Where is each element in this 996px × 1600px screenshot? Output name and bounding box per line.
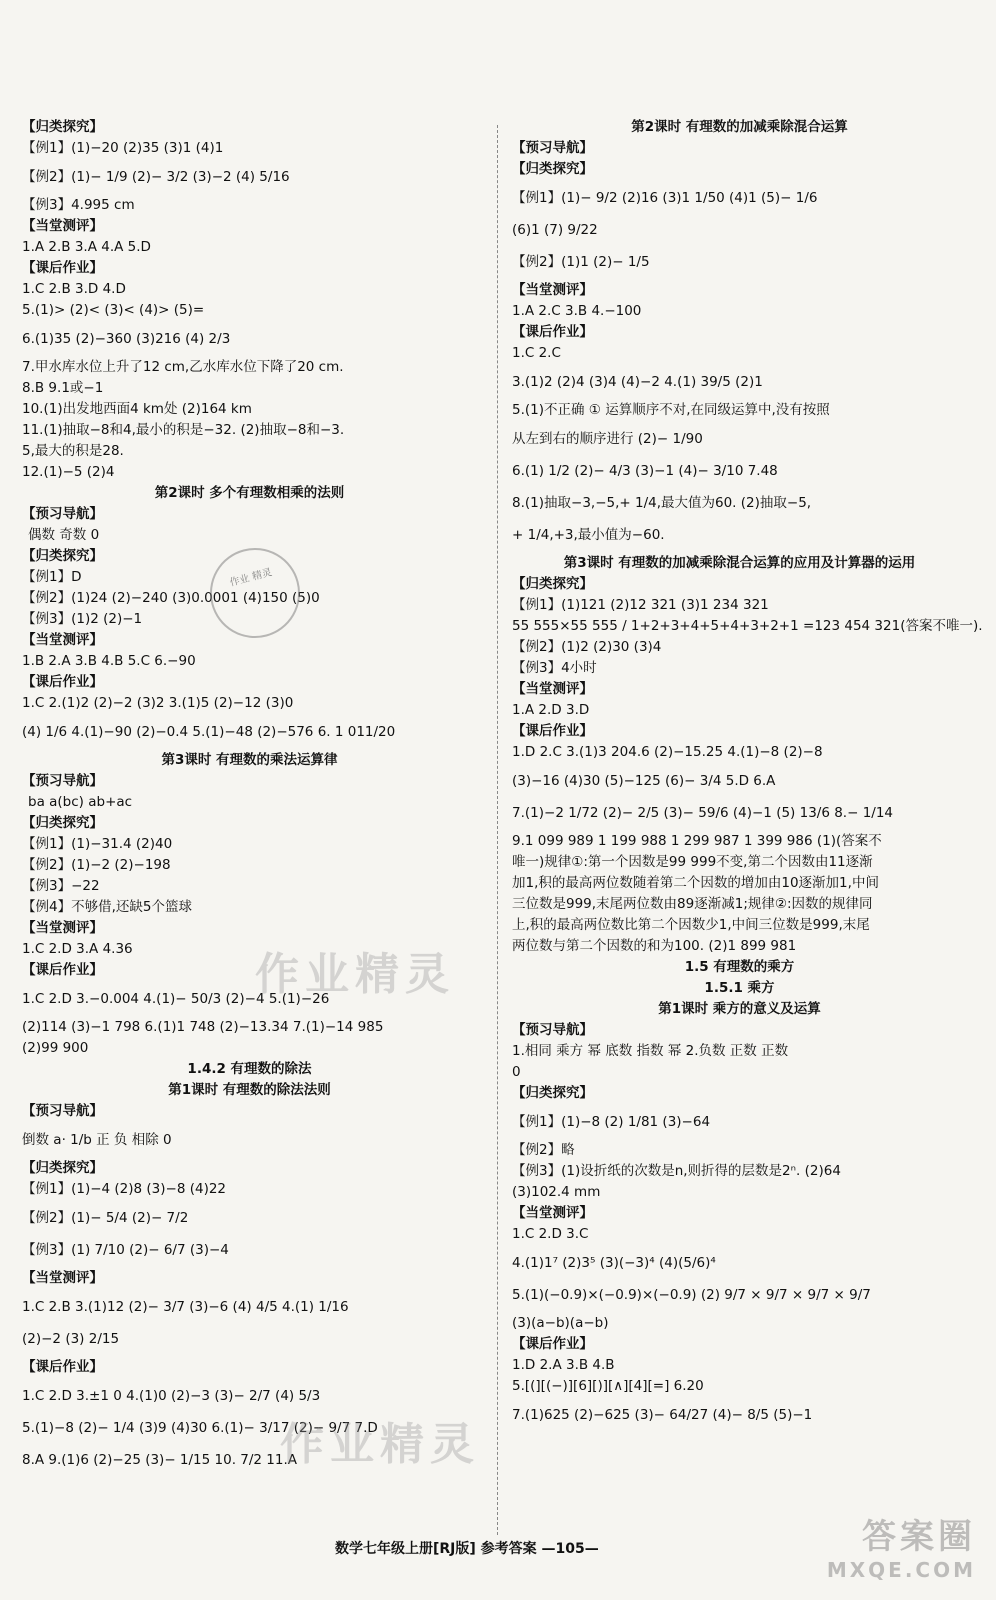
section-heading: 【归类探究】 bbox=[512, 576, 593, 592]
answer-line: 【例3】(1) 7/10 (2)− 6/7 (3)−4 bbox=[22, 1242, 229, 1258]
answer-line: 【例1】(1)−20 (2)35 (3)1 (4)1 bbox=[22, 140, 224, 156]
answer-line: 【例1】(1)−31.4 (2)40 bbox=[22, 836, 173, 852]
answer-line: 【例2】(1)− 5/4 (2)− 7/2 bbox=[22, 1210, 189, 1226]
answer-line: 1.A 2.C 3.B 4.−100 bbox=[512, 303, 642, 319]
section-heading: 1.5 有理数的乘方 bbox=[684, 959, 795, 975]
site-logo bbox=[827, 1509, 976, 1582]
answer-line: 【例1】D bbox=[22, 569, 82, 585]
watermark-2: 作业精灵 bbox=[280, 1419, 480, 1470]
answer-line: 上,积的最高两位数比第二个因数少1,中间三位数是999,末尾 bbox=[512, 917, 870, 933]
answer-line: 唯一)规律①:第一个因数是99 999不变,第二个因数由11逐渐 bbox=[512, 854, 873, 870]
section-heading: 【归类探究】 bbox=[22, 815, 103, 831]
section-heading: 第1课时 乘方的意义及运算 bbox=[658, 1001, 821, 1017]
answer-line: (6)1 (7) 9/22 bbox=[512, 222, 598, 238]
answer-line: 【例3】4小时 bbox=[512, 660, 597, 676]
answer-line: 5.(1)(−0.9)×(−0.9)×(−0.9) (2) 9/7 × 9/7 × 9/7 × 9/7 bbox=[512, 1287, 871, 1303]
section-heading: 【预习导航】 bbox=[22, 1103, 103, 1119]
answer-line: 1.C 2.D 3.C bbox=[512, 1226, 589, 1242]
section-heading: 【预习导航】 bbox=[512, 140, 593, 156]
answer-line: + 1/4,+3,最小值为−60. bbox=[512, 527, 665, 543]
answer-line: 8.(1)抽取−3,−5,+ 1/4,最大值为60. (2)抽取−5, bbox=[512, 495, 812, 511]
section-heading: 1.4.2 有理数的除法 bbox=[187, 1061, 312, 1077]
section-heading: 【归类探究】 bbox=[22, 1160, 103, 1176]
answer-line: 5,最大的积是28. bbox=[22, 443, 124, 459]
answer-line: 【例3】(1)2 (2)−1 bbox=[22, 611, 143, 627]
answer-line: 【例2】(1)−2 (2)−198 bbox=[22, 857, 171, 873]
answer-line: 1.C 2.B 3.D 4.D bbox=[22, 281, 126, 297]
right-column bbox=[512, 118, 983, 1434]
logo-url: MXQE.COM bbox=[826, 1558, 976, 1582]
section-heading: 【归类探究】 bbox=[512, 1085, 593, 1101]
answer-line: 1.D 2.A 3.B 4.B bbox=[512, 1357, 615, 1373]
section-heading: 【课后作业】 bbox=[512, 723, 593, 739]
answer-line: 5.(1)不正确 ① 运算顺序不对,在同级运算中,没有按照 bbox=[512, 402, 830, 418]
left-column bbox=[22, 118, 477, 1479]
section-heading: 第2课时 多个有理数相乘的法则 bbox=[154, 485, 345, 501]
stamp: 作业 精灵 bbox=[200, 538, 310, 648]
answer-line: 【例4】不够借,还缺5个篮球 bbox=[22, 899, 192, 915]
answer-line: 12.(1)−5 (2)4 bbox=[22, 464, 115, 480]
logo-text: 答案圈 bbox=[862, 1517, 976, 1557]
answer-line: 【例1】(1)121 (2)12 321 (3)1 234 321 bbox=[512, 597, 769, 613]
answer-line: 1.C 2.C bbox=[512, 345, 561, 361]
watermark: 作业精灵 bbox=[255, 949, 455, 1000]
answer-line: 加1,积的最高两位数随着第二个因数的增加由10逐渐加1,中间 bbox=[512, 875, 879, 891]
answer-line: 【例2】(1)− 1/9 (2)− 3/2 (3)−2 (4) 5/16 bbox=[22, 169, 290, 185]
answer-line: 【例3】−22 bbox=[22, 878, 100, 894]
section-heading: 第3课时 有理数的加减乘除混合运算的应用及计算器的运用 bbox=[563, 555, 916, 571]
section-heading: 【课后作业】 bbox=[512, 1336, 593, 1352]
answer-line: 7.(1)625 (2)−625 (3)− 64/27 (4)− 8/5 (5)−1 bbox=[512, 1407, 813, 1423]
answer-line: 8.B 9.1或−1 bbox=[22, 380, 104, 396]
section-heading: 【课后作业】 bbox=[22, 674, 103, 690]
section-heading: 【归类探究】 bbox=[512, 161, 593, 177]
answer-line: 7.(1)−2 1/72 (2)− 2/5 (3)− 59/6 (4)−1 (5) 13/6 8.− 1/14 bbox=[512, 805, 894, 821]
answer-line: ba a(bc) ab+ac bbox=[28, 794, 133, 810]
answer-line: 从左到右的顺序进行 (2)− 1/90 bbox=[512, 431, 703, 447]
answer-line: (2)99 900 bbox=[22, 1040, 89, 1056]
answer-line: 偶数 奇数 0 bbox=[28, 527, 100, 543]
answer-line: 【例1】(1)−4 (2)8 (3)−8 (4)22 bbox=[22, 1181, 227, 1197]
answer-line: 1.C 2.(1)2 (2)−2 (3)2 3.(1)5 (2)−12 (3)0 bbox=[22, 695, 294, 711]
answer-line: 1.C 2.D 3.−0.004 4.(1)− 50/3 (2)−4 5.(1)−26 bbox=[22, 991, 330, 1007]
section-heading: 【预习导航】 bbox=[22, 773, 103, 789]
answer-line: 6.(1) 1/2 (2)− 4/3 (3)−1 (4)− 3/10 7.48 bbox=[512, 463, 778, 479]
column-divider bbox=[497, 125, 498, 1535]
section-heading: 【当堂测评】 bbox=[512, 282, 593, 298]
answer-line: 11.(1)抽取−8和4,最小的积是−32. (2)抽取−8和−3. bbox=[22, 422, 345, 438]
answer-line: 5.[(][(−)][6][)][∧][4][=] 6.20 bbox=[512, 1378, 704, 1394]
answer-line: 【例1】(1)− 9/2 (2)16 (3)1 1/50 (4)1 (5)− 1/6 bbox=[512, 190, 818, 206]
answer-line: 【例2】(1)2 (2)30 (3)4 bbox=[512, 639, 662, 655]
answer-line: 8.A 9.(1)6 (2)−25 (3)− 1/15 10. 7/2 11.A bbox=[22, 1452, 298, 1468]
section-heading: 【当堂测评】 bbox=[512, 681, 593, 697]
section-heading: 【当堂测评】 bbox=[22, 218, 103, 234]
answer-line: 9.1 099 989 1 199 988 1 299 987 1 399 986 (1)(答案不 bbox=[512, 833, 882, 849]
section-heading: 【预习导航】 bbox=[512, 1022, 593, 1038]
answer-line: 1.C 2.D 3.A 4.36 bbox=[22, 941, 133, 957]
answer-line: 1.相同 乘方 幂 底数 指数 幂 2.负数 正数 正数 bbox=[512, 1043, 789, 1059]
answer-line: 55 555×55 555 / 1+2+3+4+5+4+3+2+1 =123 454 321(答案不唯一). bbox=[512, 618, 983, 634]
answer-line: 7.甲水库水位上升了12 cm,乙水库水位下降了20 cm. bbox=[22, 359, 344, 375]
answer-line: 【例3】(1)设折纸的次数是n,则折得的层数是2ⁿ. (2)64 bbox=[512, 1163, 841, 1179]
section-heading: 【归类探究】 bbox=[22, 119, 103, 135]
section-heading: 【课后作业】 bbox=[22, 962, 103, 978]
answer-line: 【例2】略 bbox=[512, 1142, 575, 1158]
page-footer: 数学七年级上册[RJ版] 参考答案 —105— bbox=[335, 1541, 599, 1557]
section-heading: 【归类探究】 bbox=[22, 548, 103, 564]
answer-line: (3)(a−b)(a−b) bbox=[512, 1315, 609, 1331]
section-heading: 【当堂测评】 bbox=[512, 1205, 593, 1221]
answer-line: (3)−16 (4)30 (5)−125 (6)− 3/4 5.D 6.A bbox=[512, 773, 776, 789]
answer-line: 1.C 2.B 3.(1)12 (2)− 3/7 (3)−6 (4) 4/5 4.(1) 1/16 bbox=[22, 1299, 349, 1315]
answer-line: 1.A 2.B 3.A 4.A 5.D bbox=[22, 239, 151, 255]
answer-line: 【例2】(1)1 (2)− 1/5 bbox=[512, 254, 650, 270]
section-heading: 【当堂测评】 bbox=[22, 920, 103, 936]
answer-line: (4) 1/6 4.(1)−90 (2)−0.4 5.(1)−48 (2)−576 6. 1 011/20 bbox=[22, 724, 396, 740]
answer-line: 三位数是999,末尾两位数由89逐渐减1;规律②:因数的规律同 bbox=[512, 896, 873, 912]
section-heading: 【当堂测评】 bbox=[22, 632, 103, 648]
answer-line: 1.B 2.A 3.B 4.B 5.C 6.−90 bbox=[22, 653, 196, 669]
answer-line: 0 bbox=[512, 1064, 521, 1080]
answer-line: (2)−2 (3) 2/15 bbox=[22, 1331, 120, 1347]
section-heading: 【预习导航】 bbox=[22, 506, 103, 522]
answer-line: 【例2】(1)24 (2)−240 (3)0.0001 (4)150 (5)0 bbox=[22, 590, 320, 606]
section-heading: 第2课时 有理数的加减乘除混合运算 bbox=[631, 119, 848, 135]
answer-line: 【例1】(1)−8 (2) 1/81 (3)−64 bbox=[512, 1114, 711, 1130]
answer-line: 1.C 2.D 3.±1 0 4.(1)0 (2)−3 (3)− 2/7 (4) 5/3 bbox=[22, 1388, 321, 1404]
section-heading: 【课后作业】 bbox=[22, 1359, 103, 1375]
answer-line: 3.(1)2 (2)4 (3)4 (4)−2 4.(1) 39/5 (2)1 bbox=[512, 374, 763, 390]
section-heading: 【课后作业】 bbox=[512, 324, 593, 340]
answer-line: 倒数 a· 1/b 正 负 相除 0 bbox=[22, 1132, 172, 1148]
answer-line: 6.(1)35 (2)−360 (3)216 (4) 2/3 bbox=[22, 331, 231, 347]
section-heading: 第3课时 有理数的乘法运算律 bbox=[161, 752, 338, 768]
section-heading: 1.5.1 乘方 bbox=[704, 980, 775, 996]
answer-line: (3)102.4 mm bbox=[512, 1184, 601, 1200]
answer-line: 10.(1)出发地西面4 km处 (2)164 km bbox=[22, 401, 252, 417]
section-heading: 【课后作业】 bbox=[22, 260, 103, 276]
section-heading: 第1课时 有理数的除法法则 bbox=[168, 1082, 331, 1098]
answer-line: 1.D 2.C 3.(1)3 204.6 (2)−15.25 4.(1)−8 (2)−8 bbox=[512, 744, 823, 760]
answer-line: 4.(1)1⁷ (2)3⁵ (3)(−3)⁴ (4)(5/6)⁴ bbox=[512, 1255, 716, 1271]
answer-line: 5.(1)> (2)< (3)< (4)> (5)= bbox=[22, 302, 205, 318]
answer-line: (2)114 (3)−1 798 6.(1)1 748 (2)−13.34 7.(1)−14 985 bbox=[22, 1019, 384, 1035]
answer-line: 两位数与第二个因数的和为100. (2)1 899 981 bbox=[512, 938, 797, 954]
section-heading: 【当堂测评】 bbox=[22, 1270, 103, 1286]
answer-line: 【例3】4.995 cm bbox=[22, 197, 135, 213]
answer-line: 5.(1)−8 (2)− 1/4 (3)9 (4)30 6.(1)− 3/17 (2)− 9/7 7.D bbox=[22, 1420, 378, 1436]
answer-line: 1.A 2.D 3.D bbox=[512, 702, 590, 718]
